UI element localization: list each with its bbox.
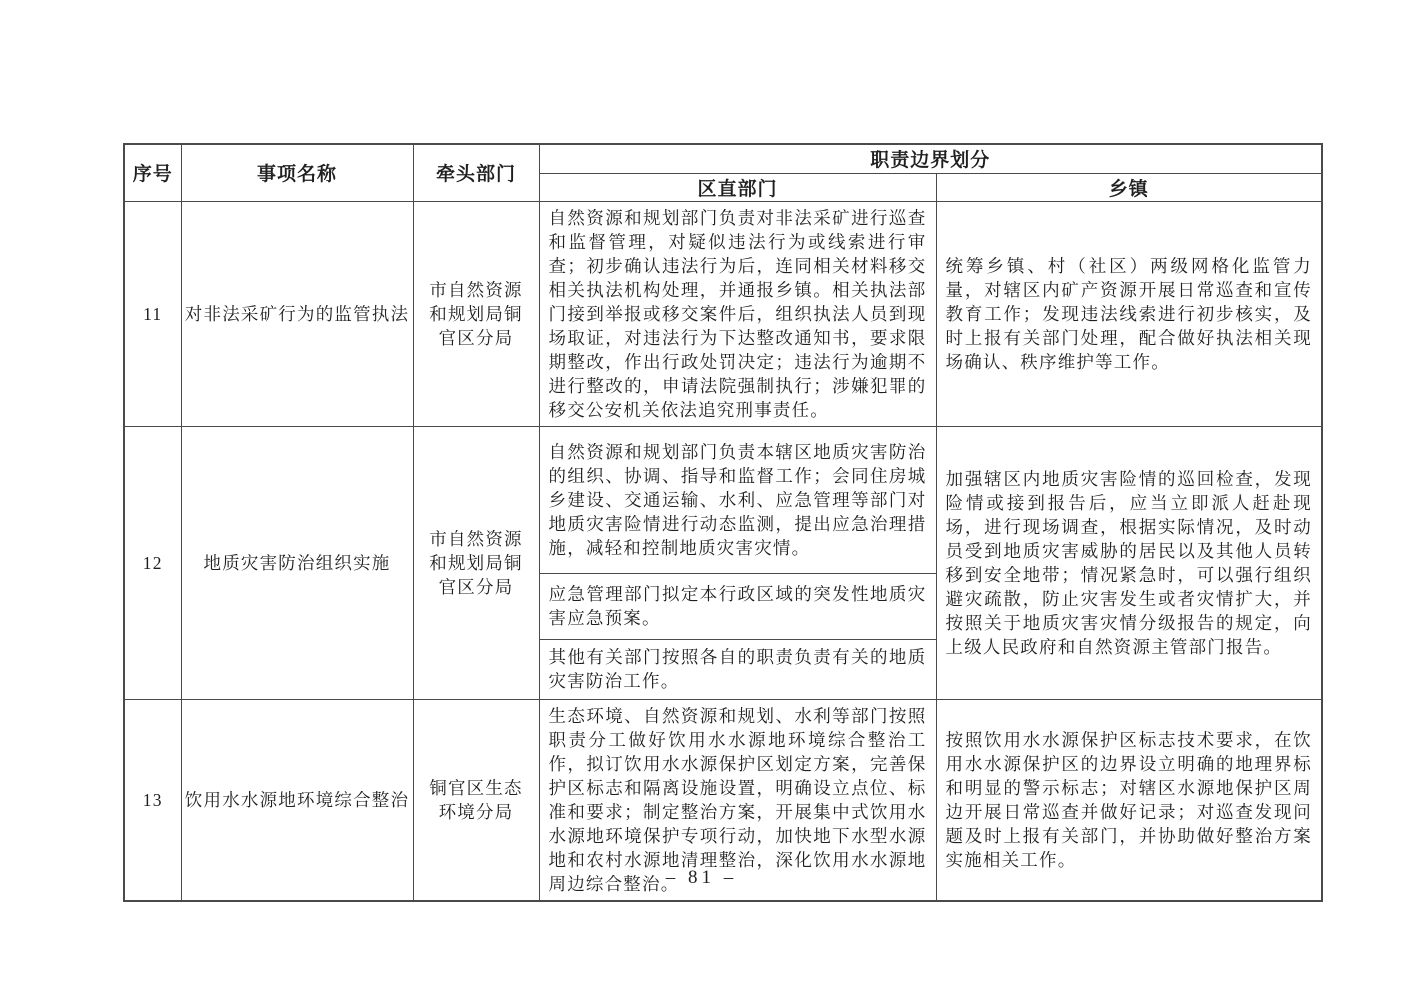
row-12-district-duty-2: 应急管理部门拟定本行政区域的突发性地质灾害应急预案。 (539, 573, 936, 639)
row-13-lead-dept: 铜官区生态环境分局 (413, 699, 539, 901)
row-11-seq: 11 (124, 201, 181, 426)
row-11-lead-dept: 市自然资源和规划局铜官区分局 (413, 201, 539, 426)
row-12-district-duty-1: 自然资源和规划部门负责本辖区地质灾害防治的组织、协调、指导和监督工作；会同住房城乡建设、交通运输、水利、应急管理等部门对地质灾害险情进行动态监测，提出应急治理措施，减轻和控制地质灾害灾情。 (539, 426, 936, 573)
table-row-12 (124, 426, 1322, 573)
row-11-district-duty: 自然资源和规划部门负责对非法采矿进行巡查和监督管理，对疑似违法行为或线索进行审查；初步确认违法行为后，连同相关材料移交相关执法机构处理，并通报乡镇。相关执法部门接到举报或移交案件后，组织执法人员到现场取证，对违法行为下达整改通知书，要求限期整改，作出行政处罚决定；违法行为逾期不进行整改的，申请法院强制执行；涉嫌犯罪的移交公安机关依法追究刑事责任。 (539, 201, 936, 426)
row-11-township-duty: 统筹乡镇、村（社区）两级网格化监管力量，对辖区内矿产资源开展日常巡查和宣传教育工作；发现违法线索进行初步核实，及时上报有关部门处理，配合做好执法相关现场确认、秩序维护等工作。 (936, 201, 1322, 426)
header-row-1 (124, 144, 1322, 173)
header-division: 职责边界划分 (539, 144, 1322, 173)
row-12-district-duty-3: 其他有关部门按照各自的职责负责有关的地质灾害防治工作。 (539, 639, 936, 699)
header-lead-dept: 牵头部门 (413, 144, 539, 201)
row-12-lead-dept: 市自然资源和规划局铜官区分局 (413, 426, 539, 699)
row-11-item-name: 对非法采矿行为的监管执法 (181, 201, 413, 426)
row-12-seq: 12 (124, 426, 181, 699)
row-13-seq: 13 (124, 699, 181, 901)
header-seq: 序号 (124, 144, 181, 201)
row-12-item-name: 地质灾害防治组织实施 (181, 426, 413, 699)
table-row-11 (124, 201, 1322, 426)
row-12-township-duty: 加强辖区内地质灾害险情的巡回检查，发现险情或接到报告后，应当立即派人赶赴现场，进行现场调查，根据实际情况，及时动员受到地质灾害威胁的居民以及其他人员转移到安全地带；情况紧急时，可以强行组织避灾疏散，防止灾害发生或者灾情扩大，并按照关于地质灾害灾情分级报告的规定，向上级人民政府和自然资源主管部门报告。 (936, 426, 1322, 699)
page-number: – 81 – (665, 867, 738, 888)
responsibility-table (123, 143, 1323, 902)
row-13-item-name: 饮用水水源地环境综合整治 (181, 699, 413, 901)
row-13-district-duty: 生态环境、自然资源和规划、水利等部门按照职责分工做好饮用水水源地环境综合整治工作，拟订饮用水水源保护区划定方案，完善保护区标志和隔离设施设置，明确设立点位、标准和要求；制定整治方案，开展集中式饮用水水源地环境保护专项行动，加快地下水型水源地和农村水源地清理整治，深化饮用水水源地周边综合整治。 (539, 699, 936, 901)
header-item-name: 事项名称 (181, 144, 413, 201)
header-district: 区直部门 (539, 173, 936, 201)
row-13-township-duty: 按照饮用水水源保护区标志技术要求，在饮用水水源保护区的边界设立明确的地理界标和明显的警示标志；对辖区水源地保护区周边开展日常巡查并做好记录；对巡查发现问题及时上报有关部门，并协助做好整治方案实施相关工作。 (936, 699, 1322, 901)
header-township: 乡镇 (936, 173, 1322, 201)
